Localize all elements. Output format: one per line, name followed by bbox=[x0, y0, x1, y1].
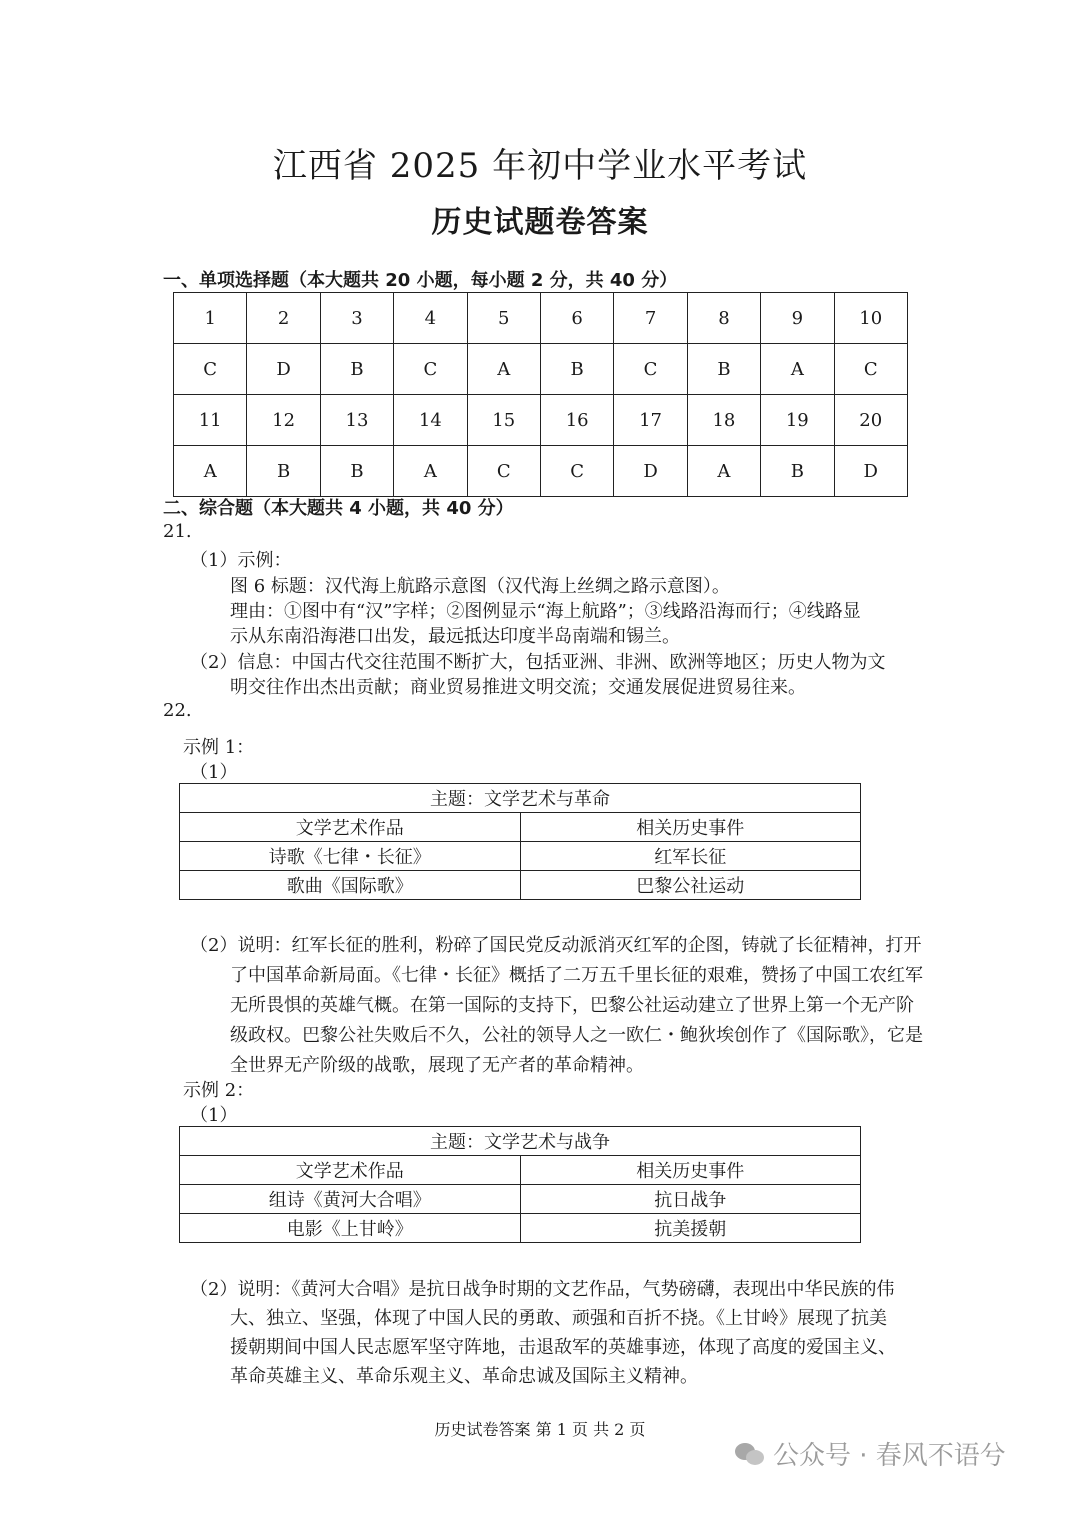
example-2-label: 示例 2： bbox=[183, 1080, 255, 1101]
q21-part1-line: 理由：①图中有“汉”字样；②图例显示“海上航路”；③线路沿海而行；④线路显 bbox=[230, 601, 861, 622]
answer-cell: C bbox=[614, 344, 687, 395]
question-number-cell: 13 bbox=[320, 395, 393, 446]
question-number-row bbox=[174, 395, 908, 446]
watermark bbox=[735, 1435, 1006, 1472]
example-2-explain-line: （2）说明：《黄河大合唱》是抗日战争时期的文艺作品，气势磅礴，表现出中华民族的伟 bbox=[190, 1279, 895, 1300]
answer-cell: B bbox=[687, 344, 760, 395]
q21-part2-line: （2）信息：中国古代交往范围不断扩大，包括亚洲、非洲、欧洲等地区；历史人物为文 bbox=[190, 652, 886, 673]
question-number-cell: 9 bbox=[761, 293, 834, 344]
example-1-label: 示例 1： bbox=[183, 737, 255, 758]
q21-part2-line: 明交往作出杰出贡献；商业贸易推进文明交流；交通发展促进贸易往来。 bbox=[230, 677, 806, 698]
example-1-explain-line: 了中国革命新局面。《七律・长征》概括了二万五千里长征的艰难，赞扬了中国工农红军 bbox=[230, 965, 923, 986]
column-header-works: 文学艺术作品 bbox=[180, 1156, 521, 1185]
question-22-number: 22. bbox=[163, 700, 192, 721]
answer-cell: A bbox=[687, 446, 760, 497]
question-number-cell: 11 bbox=[174, 395, 247, 446]
wechat-icon bbox=[735, 1441, 765, 1467]
work-cell: 歌曲《国际歌》 bbox=[180, 871, 521, 900]
question-number-cell: 19 bbox=[761, 395, 834, 446]
answer-row bbox=[174, 344, 908, 395]
answer-cell: B bbox=[320, 446, 393, 497]
page-subtitle: 历史试题卷答案 bbox=[431, 205, 649, 240]
example-2-explain-line: 革命英雄主义、革命乐观主义、革命忠诚及国际主义精神。 bbox=[230, 1366, 698, 1387]
answer-cell: A bbox=[761, 344, 834, 395]
answer-cell: C bbox=[834, 344, 907, 395]
column-header-works: 文学艺术作品 bbox=[180, 813, 521, 842]
work-cell: 组诗《黄河大合唱》 bbox=[180, 1185, 521, 1214]
section-two-heading: 二、综合题（本大题共 4 小题，共 40 分） bbox=[163, 498, 514, 519]
answer-cell: D bbox=[247, 344, 320, 395]
question-number-cell: 16 bbox=[540, 395, 613, 446]
event-cell: 巴黎公社运动 bbox=[520, 871, 861, 900]
question-21-number: 21. bbox=[163, 521, 192, 542]
answer-cell: C bbox=[394, 344, 467, 395]
q21-part1-line: 图 6 标题：汉代海上航路示意图（汉代海上丝绸之路示意图）。 bbox=[230, 576, 730, 597]
answer-cell: D bbox=[614, 446, 687, 497]
exam-title: 江西省 2025 年初中学业水平考试 bbox=[272, 146, 808, 186]
answer-cell: B bbox=[540, 344, 613, 395]
example-2-explain-line: 大、独立、坚强，体现了中国人民的勇敢、顽强和百折不挠。《上甘岭》展现了抗美 bbox=[230, 1308, 887, 1329]
answer-table bbox=[173, 292, 908, 497]
answer-cell: C bbox=[174, 344, 247, 395]
answer-cell: B bbox=[247, 446, 320, 497]
question-number-cell: 10 bbox=[834, 293, 907, 344]
answer-cell: C bbox=[467, 446, 540, 497]
theme-table-war bbox=[179, 1126, 861, 1243]
event-cell: 红军长征 bbox=[520, 842, 861, 871]
question-number-cell: 1 bbox=[174, 293, 247, 344]
question-number-cell: 5 bbox=[467, 293, 540, 344]
question-number-cell: 14 bbox=[394, 395, 467, 446]
column-header-events: 相关历史事件 bbox=[520, 1156, 861, 1185]
theme-title: 主题：文学艺术与革命 bbox=[180, 784, 861, 813]
example-2-part1: （1） bbox=[190, 1105, 238, 1126]
example-2-explain-line: 援朝期间中国人民志愿军坚守阵地，击退敌军的英雄事迹，体现了高度的爱国主义、 bbox=[230, 1337, 896, 1358]
question-number-cell: 17 bbox=[614, 395, 687, 446]
example-1-explain-line: 全世界无产阶级的战歌，展现了无产者的革命精神。 bbox=[230, 1055, 644, 1076]
question-number-cell: 3 bbox=[320, 293, 393, 344]
column-header-events: 相关历史事件 bbox=[520, 813, 861, 842]
theme-title: 主题：文学艺术与战争 bbox=[180, 1127, 861, 1156]
example-1-explain-line: （2）说明：红军长征的胜利，粉碎了国民党反动派消灭红军的企图，铸就了长征精神，打开 bbox=[190, 935, 922, 956]
answer-cell: B bbox=[320, 344, 393, 395]
event-cell: 抗日战争 bbox=[520, 1185, 861, 1214]
example-1-explain-line: 无所畏惧的英雄气概。在第一国际的支持下，巴黎公社运动建立了世界上第一个无产阶 bbox=[230, 995, 914, 1016]
q21-part1-label: （1）示例： bbox=[190, 550, 292, 571]
question-number-cell: 2 bbox=[247, 293, 320, 344]
question-number-cell: 8 bbox=[687, 293, 760, 344]
question-number-row bbox=[174, 293, 908, 344]
answer-row bbox=[174, 446, 908, 497]
answer-cell: B bbox=[761, 446, 834, 497]
question-number-cell: 20 bbox=[834, 395, 907, 446]
watermark-text: 公众号 · 春风不语兮 bbox=[773, 1441, 1006, 1471]
q21-part1-line: 示从东南沿海港口出发，最远抵达印度半岛南端和锡兰。 bbox=[230, 626, 680, 647]
answer-cell: A bbox=[394, 446, 467, 497]
event-cell: 抗美援朝 bbox=[520, 1214, 861, 1243]
question-number-cell: 15 bbox=[467, 395, 540, 446]
section-one-heading: 一、单项选择题（本大题共 20 小题，每小题 2 分，共 40 分） bbox=[163, 270, 678, 291]
work-cell: 电影《上甘岭》 bbox=[180, 1214, 521, 1243]
question-number-cell: 4 bbox=[394, 293, 467, 344]
answer-cell: A bbox=[174, 446, 247, 497]
example-1-explain-line: 级政权。巴黎公社失败后不久，公社的领导人之一欧仁・鲍狄埃创作了《国际歌》，它是 bbox=[230, 1025, 923, 1046]
page-footer: 历史试卷答案 第 1 页 共 2 页 bbox=[434, 1420, 646, 1439]
question-number-cell: 12 bbox=[247, 395, 320, 446]
answer-cell: D bbox=[834, 446, 907, 497]
question-number-cell: 7 bbox=[614, 293, 687, 344]
work-cell: 诗歌《七律・长征》 bbox=[180, 842, 521, 871]
question-number-cell: 6 bbox=[540, 293, 613, 344]
answer-cell: C bbox=[540, 446, 613, 497]
answer-cell: A bbox=[467, 344, 540, 395]
example-1-part1: （1） bbox=[190, 762, 238, 783]
theme-table-revolution bbox=[179, 783, 861, 900]
question-number-cell: 18 bbox=[687, 395, 760, 446]
